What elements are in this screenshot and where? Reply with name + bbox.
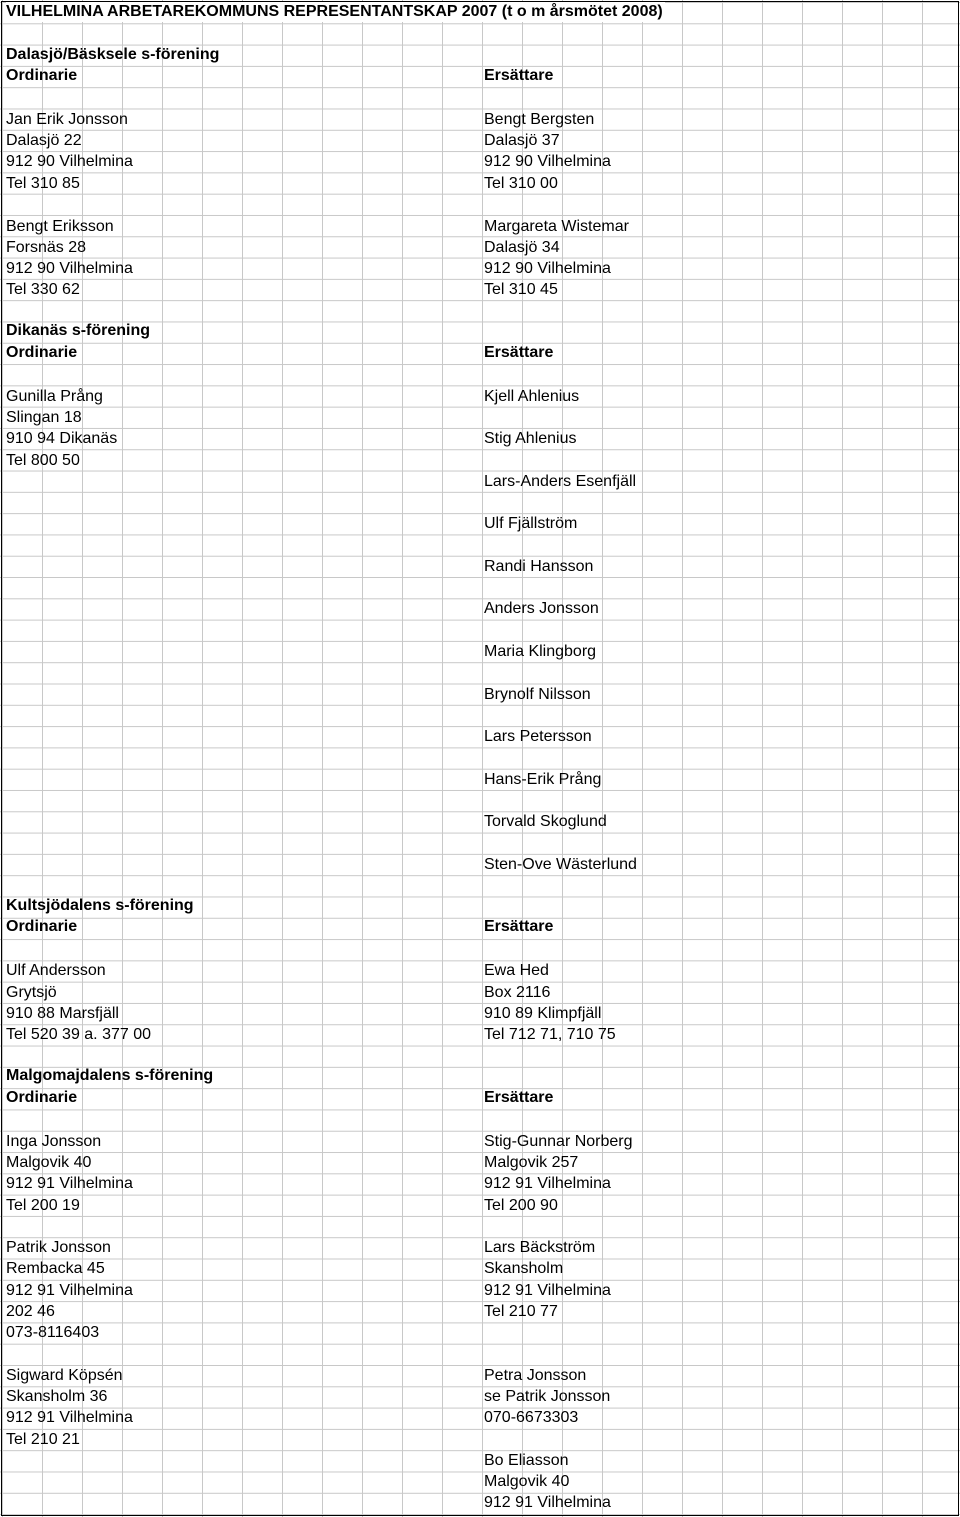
member-name: Stig Ahlenius (484, 430, 577, 447)
member-name: Gunilla Prång (6, 388, 103, 405)
member-name: Lars Bäckström (484, 1239, 596, 1256)
member-name: Brynolf Nilsson (484, 686, 591, 703)
sheet-border (1, 1, 959, 1516)
ersattare-header: Ersättare (484, 344, 554, 361)
member-address: Dalasjö 37 (484, 132, 560, 149)
member-name: Lars Petersson (484, 728, 592, 745)
member-name: Bo Eliasson (484, 1452, 569, 1469)
member-phone: Tel 520 39 a. 377 00 (6, 1026, 152, 1043)
member-phone: 070-6673303 (484, 1409, 579, 1426)
ersattare-header: Ersättare (484, 67, 554, 84)
member-phone: Tel 200 90 (484, 1197, 558, 1214)
member-name: Hans-Erik Prång (484, 771, 602, 788)
member-address: Rembacka 45 (6, 1260, 105, 1277)
member-phone: Tel 210 21 (6, 1431, 80, 1448)
member-postal: 912 90 Vilhelmina (484, 153, 611, 170)
member-address: Dalasjö 22 (6, 132, 82, 149)
member-mobile: 073-8116403 (6, 1324, 100, 1341)
page-title: VILHELMINA ARBETAREKOMMUNS REPRESENTANTSKAP 2007 (t o m årsmötet 2008) (6, 3, 663, 20)
member-name: Sigward Köpsén (6, 1367, 123, 1384)
member-name: Lars-Anders Esenfjäll (484, 473, 637, 490)
member-address: Malgovik 40 (6, 1154, 92, 1171)
section-heading: Dikanäs s-förening (6, 322, 151, 339)
member-name: Maria Klingborg (484, 643, 597, 660)
member-postal: 912 91 Vilhelmina (484, 1494, 611, 1511)
member-phone: Tel 310 85 (6, 175, 80, 192)
member-name: Ulf Andersson (6, 962, 106, 979)
member-name: Randi Hansson (484, 558, 594, 575)
ordinarie-header: Ordinarie (6, 918, 78, 935)
member-phone: Tel 200 19 (6, 1197, 80, 1214)
ersattare-header: Ersättare (484, 918, 554, 935)
member-name: Anders Jonsson (484, 600, 599, 617)
member-phone: Tel 310 00 (484, 175, 558, 192)
member-postal: 912 90 Vilhelmina (6, 153, 133, 170)
member-address: Malgovik 40 (484, 1473, 570, 1490)
member-phone: Tel 310 45 (484, 281, 558, 298)
member-address: Malgovik 257 (484, 1154, 579, 1171)
member-address: Forsnäs 28 (6, 239, 87, 256)
member-name: Ulf Fjällström (484, 515, 578, 532)
member-name: Petra Jonsson (484, 1367, 587, 1384)
member-address: Grytsjö (6, 984, 57, 1001)
member-postal: 912 90 Vilhelmina (484, 260, 611, 277)
member-phone: Tel 210 77 (484, 1303, 558, 1320)
member-name: Jan Erik Jonsson (6, 111, 128, 128)
member-address: Skansholm (484, 1260, 564, 1277)
member-postal: 910 88 Marsfjäll (6, 1005, 119, 1022)
member-phone: Tel 800 50 (6, 452, 80, 469)
section-heading: Malgomajdalens s-förening (6, 1067, 214, 1084)
member-postal: 912 91 Vilhelmina (6, 1409, 133, 1426)
member-name: Torvald Skoglund (484, 813, 607, 830)
member-postal: 910 89 Klimpfjäll (484, 1005, 602, 1022)
member-address: Box 2116 (484, 984, 551, 1001)
member-phone: Tel 330 62 (6, 281, 80, 298)
member-postal: 912 91 Vilhelmina (6, 1282, 133, 1299)
member-name: Patrik Jonsson (6, 1239, 111, 1256)
member-name: Sten-Ove Wästerlund (484, 856, 637, 873)
member-postal: 912 91 Vilhelmina (484, 1175, 611, 1192)
member-name: Kjell Ahlenius (484, 388, 580, 405)
member-postal: 912 91 Vilhelmina (484, 1282, 611, 1299)
member-address: Dalasjö 34 (484, 239, 560, 256)
member-name: Ewa Hed (484, 962, 549, 979)
member-name: Margareta Wistemar (484, 218, 629, 235)
member-name: Inga Jonsson (6, 1133, 102, 1150)
section-heading: Dalasjö/Bäsksele s-förening (6, 46, 220, 63)
member-postal: 912 91 Vilhelmina (6, 1175, 133, 1192)
member-postal: 910 94 Dikanäs (6, 430, 118, 447)
member-phone: Tel 712 71, 710 75 (484, 1026, 616, 1043)
member-name: Bengt Bergsten (484, 111, 595, 128)
ordinarie-header: Ordinarie (6, 1089, 78, 1106)
member-name: Stig-Gunnar Norberg (484, 1133, 633, 1150)
member-address: se Patrik Jonsson (484, 1388, 611, 1405)
member-name: Bengt Eriksson (6, 218, 114, 235)
member-postal: 912 90 Vilhelmina (6, 260, 133, 277)
ordinarie-header: Ordinarie (6, 67, 78, 84)
ordinarie-header: Ordinarie (6, 344, 78, 361)
member-address: Slingan 18 (6, 409, 82, 426)
member-address: Skansholm 36 (6, 1388, 108, 1405)
member-phone: 202 46 (6, 1303, 55, 1320)
ersattare-header: Ersättare (484, 1089, 554, 1106)
section-heading: Kultsjödalens s-förening (6, 897, 194, 914)
